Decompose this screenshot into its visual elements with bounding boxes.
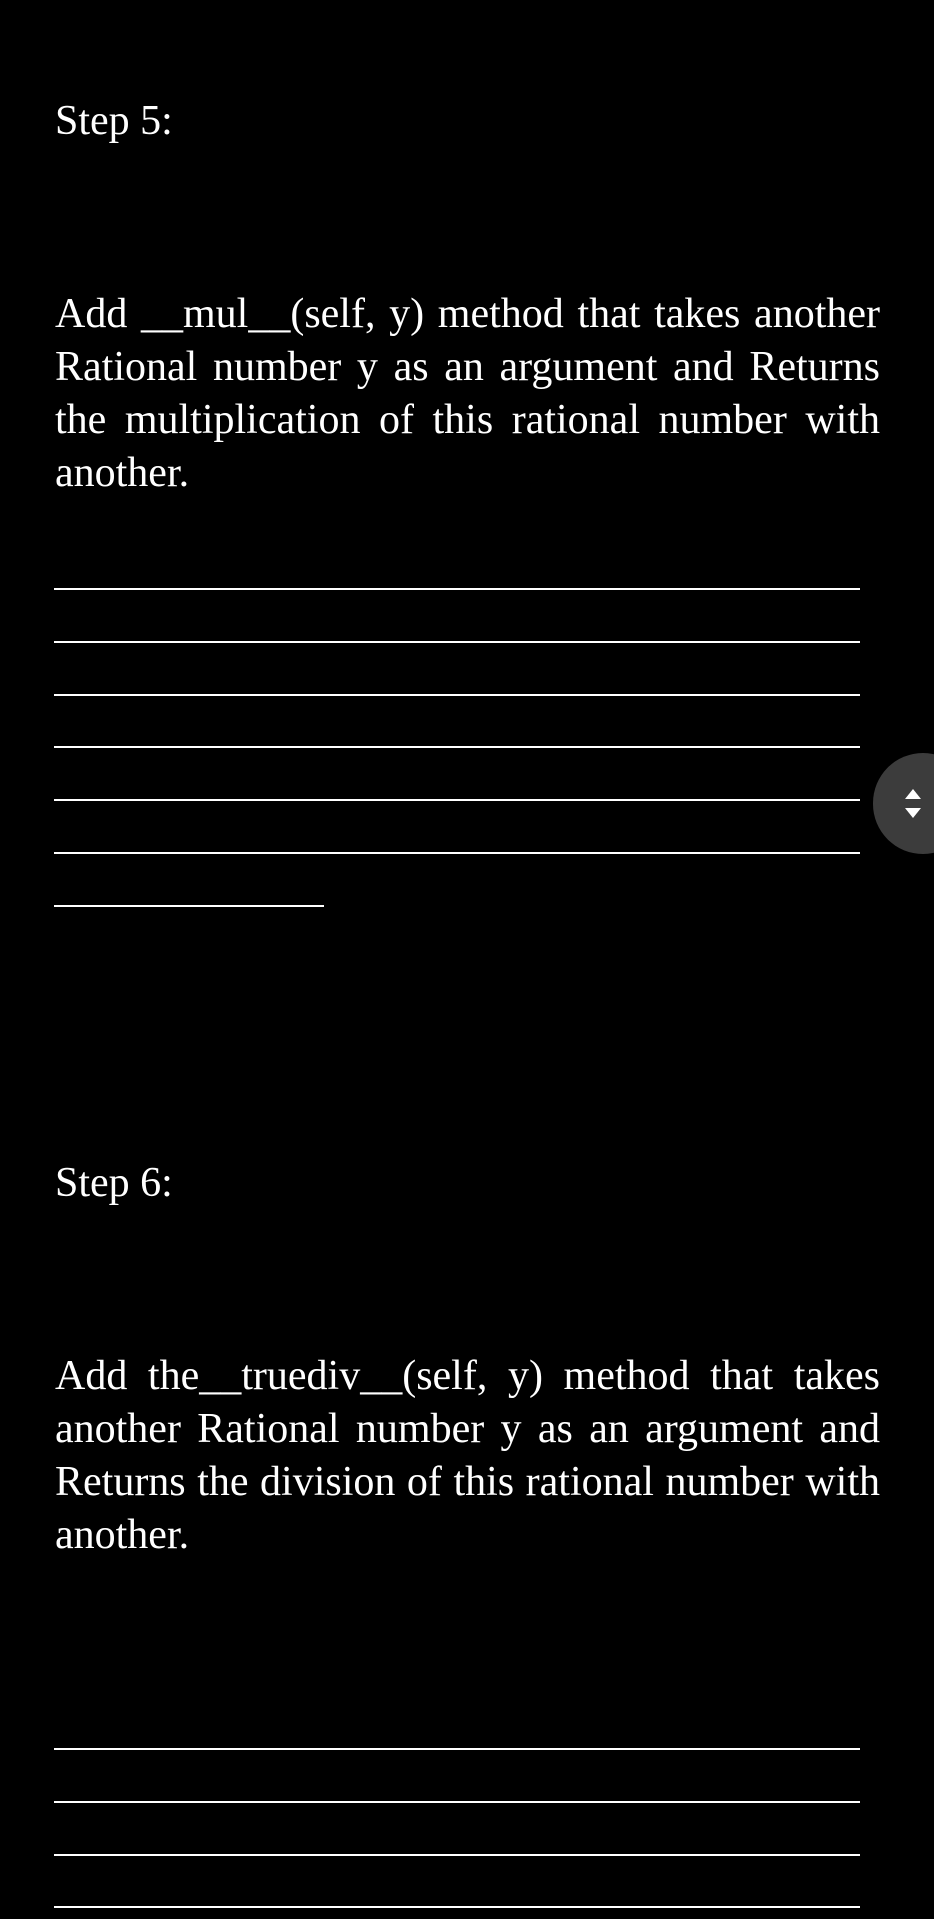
- step-5-instructions: Add __mul__(self, y) method that takes another Rational number y as an argument and Returns the multiplication of this rational number with another.: [55, 291, 880, 496]
- answer-line: [54, 1801, 860, 1803]
- answer-line: [54, 852, 860, 854]
- answer-line: [54, 641, 860, 643]
- answer-line: [54, 746, 860, 748]
- answer-line: [54, 1854, 860, 1856]
- chevron-up-icon: [905, 789, 921, 799]
- answer-line: [54, 694, 860, 696]
- scroll-handle-button[interactable]: [873, 753, 934, 854]
- answer-line: [54, 588, 860, 590]
- answer-line: [54, 1748, 860, 1750]
- answer-line: [54, 799, 860, 801]
- step-6-heading: Step 6:: [55, 1160, 173, 1206]
- step-6-instructions: Add the__truediv__(self, y) method that takes another Rational number y as an argument and Returns the division of this rational number with another.: [55, 1353, 880, 1558]
- chevron-down-icon: [905, 808, 921, 818]
- answer-line: [54, 905, 324, 907]
- answer-line: [54, 1906, 860, 1908]
- step-5-heading: Step 5:: [55, 98, 173, 144]
